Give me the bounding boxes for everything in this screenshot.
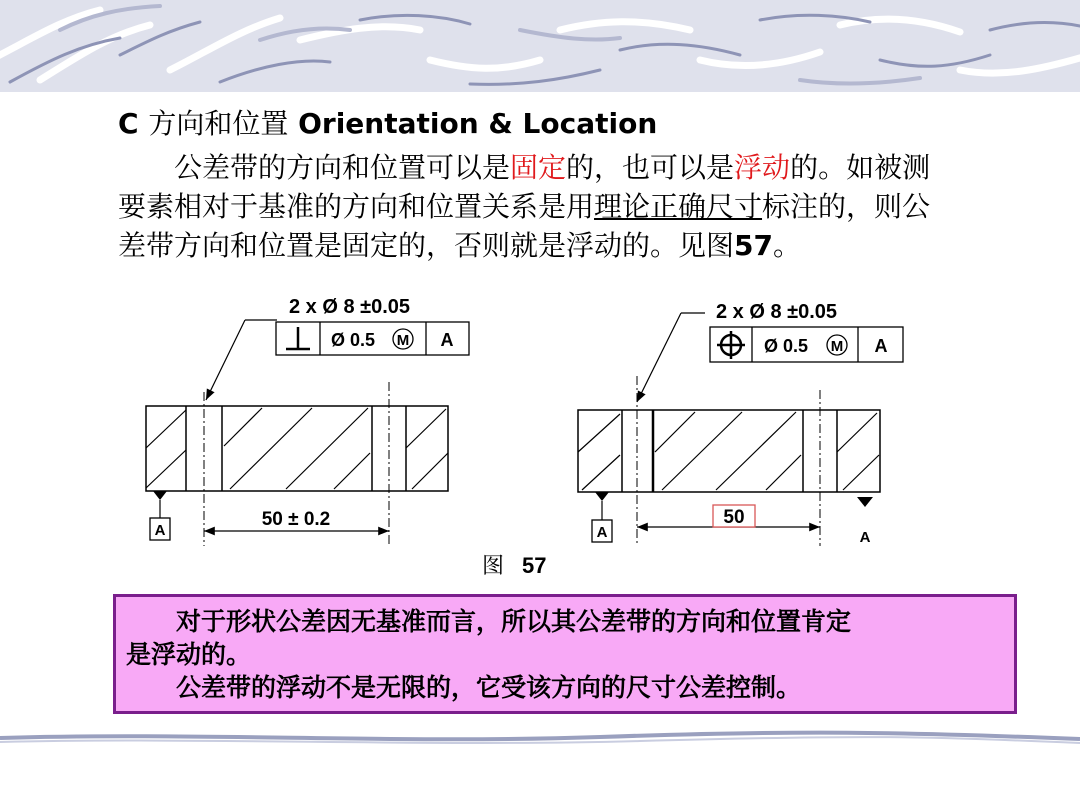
right-datum-label-2: A: [859, 529, 871, 546]
body-paragraph: [118, 148, 1018, 265]
left-dimension: 50 ± 0.2: [261, 509, 331, 530]
datum-triangle-icon: [857, 497, 873, 507]
term-basic-dimension: 理论正确尺寸: [594, 190, 763, 223]
note-line-3: [126, 671, 1004, 704]
left-datum-symbol: [150, 491, 170, 540]
right-feature-control-frame: [710, 327, 903, 362]
term-floating: 浮动: [734, 151, 791, 184]
text-run: 公差带的方向和位置可以是: [174, 151, 511, 184]
section-heading: [118, 102, 657, 142]
left-tolerance-value: Ø 0.5: [331, 330, 376, 350]
left-frame-datum: A: [440, 330, 454, 350]
term-fixed: 固定: [510, 151, 567, 184]
left-mmc-letter: M: [396, 332, 410, 349]
figure-ref-number: 57: [734, 229, 773, 262]
text-run: 要素相对于基准的方向和位置关系是用: [118, 190, 595, 223]
caption-chinese: 图: [482, 553, 505, 578]
right-part-drawing: [578, 301, 903, 546]
bottom-divider: [0, 728, 1080, 748]
left-part-drawing: [146, 296, 469, 546]
note-box: [113, 594, 1017, 714]
heading-letter: C: [118, 107, 139, 140]
paragraph-line-3: [118, 226, 1018, 265]
left-datum-label: A: [154, 522, 166, 539]
left-hole-callout: 2 x Ø 8 ±0.05: [289, 296, 411, 318]
text-run: 的。如被测: [790, 151, 931, 184]
text-run: 标注的，则公: [762, 190, 931, 223]
note-text: 公差带的浮动不是无限的，它受该方向的尺寸公差控制。: [176, 673, 802, 702]
text-run: 。: [772, 229, 801, 262]
text-run: 的，也可以是: [566, 151, 735, 184]
left-feature-control-frame: [276, 322, 469, 355]
note-line-1: [126, 605, 1004, 638]
right-datum-label: A: [596, 524, 608, 541]
paragraph-line-2: [118, 187, 1018, 226]
right-hole-callout: 2 x Ø 8 ±0.05: [716, 301, 838, 323]
note-line-2: 是浮动的。: [126, 640, 252, 669]
heading-english: Orientation & Location: [298, 107, 658, 140]
note-text: 对于形状公差因无基准而言，所以其公差带的方向和位置肯定: [176, 607, 852, 636]
caption-number: 57: [522, 553, 547, 578]
heading-chinese: 方向和位置: [148, 107, 289, 140]
figure-caption: [482, 553, 546, 578]
figure-57-drawing: [0, 285, 1080, 585]
paragraph-line-1: [118, 148, 1018, 187]
text-run: 差带方向和位置是固定的，否则就是浮动的。见图: [118, 229, 735, 262]
right-dimension: 50: [723, 507, 745, 528]
decorative-banner: [0, 0, 1080, 92]
right-mmc-letter: M: [830, 338, 844, 355]
right-datum-symbol: [592, 492, 612, 542]
right-tolerance-value: Ø 0.5: [764, 336, 809, 356]
right-frame-datum: A: [874, 336, 888, 356]
